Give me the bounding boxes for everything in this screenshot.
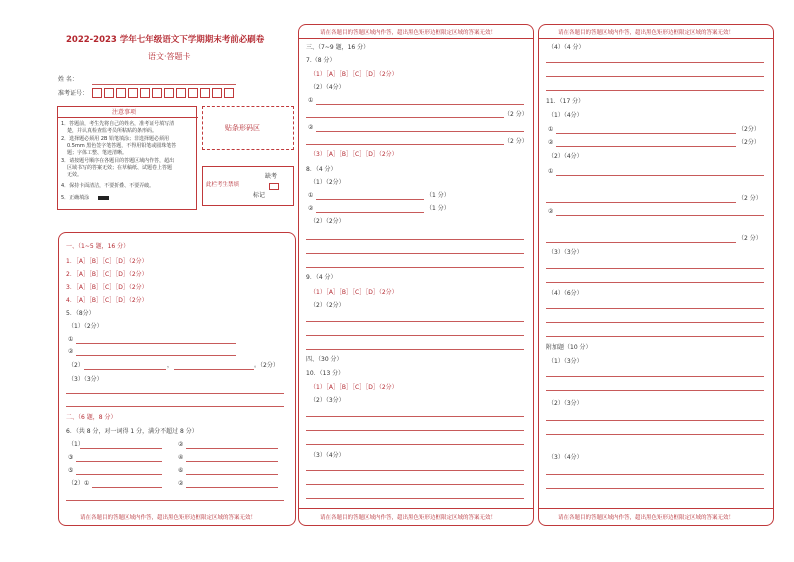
q7-part1[interactable]: （1）［A］［B］［C］［D］（2分） bbox=[310, 71, 398, 78]
notice-line: 4．保持卡面清洁，不要折叠、不要弄破。 bbox=[61, 183, 155, 189]
id-digit-box[interactable] bbox=[164, 88, 174, 98]
points-2: （2 分） bbox=[738, 235, 762, 242]
q10-part2: （2）（3分） bbox=[310, 397, 345, 404]
circle-2: ② bbox=[308, 205, 314, 212]
answer-line[interactable] bbox=[546, 62, 764, 63]
q11-part3: （3）（3分） bbox=[548, 249, 583, 256]
comma: ， bbox=[167, 362, 174, 369]
answer-line[interactable] bbox=[80, 448, 162, 449]
question-10: 10．（13 分） bbox=[306, 370, 345, 377]
answer-line[interactable] bbox=[306, 117, 504, 118]
name-field[interactable] bbox=[92, 84, 236, 85]
answer-line[interactable] bbox=[546, 76, 764, 77]
answer-line[interactable] bbox=[546, 376, 764, 377]
part-4: （4）（4 分） bbox=[548, 44, 585, 51]
q8-part1: （1）（2分） bbox=[310, 179, 345, 186]
answer-line[interactable] bbox=[546, 474, 764, 475]
answer-line[interactable] bbox=[76, 474, 162, 475]
circle-5: ⑤ bbox=[68, 467, 74, 474]
choice-q1[interactable]: 1．［A］［B］［C］［D］（2分） bbox=[66, 258, 148, 265]
q7-part3[interactable]: （3）［A］［B］［C］［D］（2分） bbox=[310, 151, 398, 158]
q11-part2: （2）（4分） bbox=[548, 153, 583, 160]
answer-line[interactable] bbox=[546, 390, 764, 391]
answer-line[interactable] bbox=[546, 336, 764, 337]
q5-part2-points: 。（2分） bbox=[254, 362, 279, 369]
circle-2: ② bbox=[548, 139, 554, 146]
question-8: 8．（4 分） bbox=[306, 166, 337, 173]
answer-line[interactable] bbox=[546, 434, 764, 435]
q5-part3: （3）（3分） bbox=[68, 376, 103, 383]
warning-text: 请在各题目的答题区域内作答，超出黑色矩形边框限定区域的答案无效！ bbox=[320, 515, 497, 521]
id-digit-box[interactable] bbox=[224, 88, 234, 98]
answer-line[interactable] bbox=[306, 253, 524, 254]
answer-line[interactable] bbox=[66, 406, 284, 407]
answer-line[interactable] bbox=[316, 212, 424, 213]
circle-2: ② bbox=[308, 124, 314, 131]
answer-line[interactable] bbox=[306, 498, 524, 499]
id-digit-box[interactable] bbox=[200, 88, 210, 98]
bonus-part1: （1）（3分） bbox=[548, 358, 583, 365]
answer-line[interactable] bbox=[546, 488, 764, 489]
absent-label: 缺考 bbox=[265, 173, 278, 180]
answer-line[interactable] bbox=[546, 90, 764, 91]
question-11: 11．（17 分） bbox=[546, 98, 585, 105]
circle-6: ⑥ bbox=[178, 467, 184, 474]
id-digit-box[interactable] bbox=[212, 88, 222, 98]
mark-label: 标记 bbox=[253, 192, 266, 199]
answer-line[interactable] bbox=[556, 175, 764, 176]
id-digit-box[interactable] bbox=[116, 88, 126, 98]
warning-text: 请在各题目的答题区域内作答，超出黑色矩形边框限定区域的答案无效！ bbox=[558, 515, 735, 521]
notice-line: 楚，并认真检查监考员所粘贴的条形码。 bbox=[67, 128, 158, 134]
notice-title: 注意事项 bbox=[112, 109, 137, 116]
answer-line[interactable] bbox=[76, 355, 236, 356]
choice-q4[interactable]: 4．［A］［B］［C］［D］（2分） bbox=[66, 297, 148, 304]
notice-line: 1．答题前，考生先将自己的姓名，准考证号填写清 bbox=[61, 121, 175, 127]
question-9: 9．（4 分） bbox=[306, 274, 337, 281]
question-6: 6．（共 8 分，对一词得 1 分，满分不超过 8 分） bbox=[66, 428, 198, 435]
answer-line[interactable] bbox=[546, 202, 736, 203]
answer-line[interactable] bbox=[316, 199, 424, 200]
q5-part1: （1）（2分） bbox=[68, 323, 103, 330]
section-4-title: 四、（30 分） bbox=[306, 356, 343, 363]
section-2-title: 二、（6 题，8 分） bbox=[66, 414, 117, 421]
answer-line[interactable] bbox=[306, 430, 524, 431]
answer-line[interactable] bbox=[84, 369, 166, 370]
page-title: 2022-2023 学年七年级语文下学期期末考前必刷卷 bbox=[66, 35, 265, 45]
points-1: （1 分） bbox=[426, 205, 450, 212]
answer-line[interactable] bbox=[76, 461, 162, 462]
answer-line[interactable] bbox=[546, 242, 736, 243]
id-digit-box[interactable] bbox=[176, 88, 186, 98]
q7-part2: （2）（4分） bbox=[310, 84, 345, 91]
circle-1: ① bbox=[548, 126, 554, 133]
answer-line[interactable] bbox=[306, 349, 524, 350]
notice-line: 题；字体工整、笔迹清晰。 bbox=[67, 150, 128, 156]
q6-part2: （2）① bbox=[68, 480, 90, 487]
answer-line[interactable] bbox=[306, 416, 524, 417]
barcode-label: 贴条形码区 bbox=[225, 124, 260, 132]
circle-1: ① bbox=[548, 168, 554, 175]
points-2: （2 分） bbox=[504, 111, 528, 118]
id-digit-box[interactable] bbox=[104, 88, 114, 98]
answer-line[interactable] bbox=[556, 133, 736, 134]
answer-line[interactable] bbox=[186, 448, 278, 449]
points-2: （2分） bbox=[738, 126, 760, 133]
name-label: 姓 名： bbox=[58, 76, 78, 83]
question-5: 5．（8分） bbox=[66, 310, 95, 317]
bonus-title: 附加题（10 分） bbox=[546, 344, 592, 351]
answer-line[interactable] bbox=[306, 470, 524, 471]
answer-line[interactable] bbox=[546, 322, 764, 323]
circle-2: ② bbox=[548, 208, 554, 215]
notice-line: 0.5mm 黑色签字笔答题，不得用铅笔或圆珠笔答 bbox=[67, 143, 177, 149]
points-2: （2 分） bbox=[738, 195, 762, 202]
page-subtitle: 语文·答题卡 bbox=[148, 52, 191, 61]
notice-line: 3．请按题号顺序在各题目的答题区域内作答，超出 bbox=[61, 158, 175, 164]
bonus-part3: （3）（4分） bbox=[548, 454, 583, 461]
answer-line[interactable] bbox=[186, 487, 278, 488]
id-digit-box[interactable] bbox=[140, 88, 150, 98]
q10-part1[interactable]: （1）［A］［B］［C］［D］（2分） bbox=[310, 384, 398, 391]
answer-line[interactable] bbox=[306, 267, 524, 268]
notice-line: 区域书写的答案无效；在草稿纸、试题卷上答题 bbox=[67, 165, 173, 171]
answer-line[interactable] bbox=[546, 282, 764, 283]
id-label: 准考证号： bbox=[58, 90, 89, 97]
circle-1: ① bbox=[308, 192, 314, 199]
q10-part3: （3）（4分） bbox=[310, 452, 345, 459]
bonus-part2: （2）（3分） bbox=[548, 400, 583, 407]
notice-box bbox=[57, 106, 197, 210]
filled-mark-sample bbox=[98, 196, 109, 200]
answer-line[interactable] bbox=[66, 500, 284, 501]
choice-q2[interactable]: 2．［A］［B］［C］［D］（2分） bbox=[66, 271, 148, 278]
circle-2: ② bbox=[178, 480, 184, 487]
q6-part1: （1） bbox=[68, 441, 84, 448]
points-2: （2 分） bbox=[504, 138, 528, 145]
answer-line[interactable] bbox=[316, 131, 524, 132]
id-digit-box[interactable] bbox=[92, 88, 102, 98]
circle-4: ④ bbox=[178, 454, 184, 461]
circle-3: ③ bbox=[68, 454, 74, 461]
answer-line[interactable] bbox=[92, 487, 162, 488]
absent-note: 此栏考生禁填 bbox=[206, 182, 240, 188]
circle-1: ① bbox=[308, 97, 314, 104]
answer-line[interactable] bbox=[306, 335, 524, 336]
answer-line[interactable] bbox=[186, 461, 278, 462]
id-digit-box[interactable] bbox=[188, 88, 198, 98]
answer-line[interactable] bbox=[306, 484, 524, 485]
q11-part1: （1）（4分） bbox=[548, 112, 583, 119]
answer-line[interactable] bbox=[546, 308, 764, 309]
answer-line[interactable] bbox=[556, 215, 764, 216]
choice-q3[interactable]: 3．［A］［B］［C］［D］（2分） bbox=[66, 284, 148, 291]
notice-line: 5．正确填涂 bbox=[61, 195, 90, 201]
answer-line[interactable] bbox=[306, 321, 524, 322]
id-digit-box[interactable] bbox=[152, 88, 162, 98]
circle-2: ② bbox=[178, 441, 184, 448]
notice-line: 2．选择题必须用 2B 铅笔填涂；非选择题必须用 bbox=[61, 136, 169, 142]
notice-line: 无效。 bbox=[67, 172, 83, 178]
points-2: （2分） bbox=[738, 139, 760, 146]
answer-line[interactable] bbox=[186, 474, 278, 475]
points-1: （1 分） bbox=[426, 192, 450, 199]
q9-part1[interactable]: （1）［A］［B］［C］［D］（2分） bbox=[310, 289, 398, 296]
answer-line[interactable] bbox=[174, 369, 254, 370]
id-digit-box[interactable] bbox=[128, 88, 138, 98]
answer-line[interactable] bbox=[546, 420, 764, 421]
barcode-area bbox=[202, 106, 294, 150]
question-7: 7.（8 分） bbox=[306, 57, 336, 64]
warning-text: 请在各题目的答题区域内作答，超出黑色矩形边框限定区域的答案无效！ bbox=[320, 30, 497, 36]
section-3-title: 三、（7~9 题，16 分） bbox=[306, 44, 370, 51]
warning-text: 请在各题目的答题区域内作答，超出黑色矩形边框限定区域的答案无效！ bbox=[80, 515, 257, 521]
section-1-title: 一、（1~5 题，16 分） bbox=[66, 243, 130, 250]
answer-line[interactable] bbox=[66, 393, 284, 394]
answer-line[interactable] bbox=[306, 239, 524, 240]
answer-line[interactable] bbox=[316, 104, 524, 105]
q5-part2: （2） bbox=[68, 362, 84, 369]
answer-line[interactable] bbox=[556, 146, 736, 147]
q8-part2: （2）（2分） bbox=[310, 218, 345, 225]
answer-line[interactable] bbox=[546, 268, 764, 269]
absent-mark-box[interactable] bbox=[269, 183, 279, 190]
answer-line[interactable] bbox=[306, 444, 524, 445]
warning-text: 请在各题目的答题区域内作答，超出黑色矩形边框限定区域的答案无效！ bbox=[558, 30, 735, 36]
absent-box bbox=[202, 166, 294, 206]
q11-part4: （4）（6分） bbox=[548, 290, 583, 297]
answer-line[interactable] bbox=[306, 144, 504, 145]
circle-2: ② bbox=[68, 348, 74, 355]
answer-line[interactable] bbox=[76, 343, 236, 344]
circle-1: ① bbox=[68, 336, 74, 343]
q9-part2: （2）（2分） bbox=[310, 302, 345, 309]
